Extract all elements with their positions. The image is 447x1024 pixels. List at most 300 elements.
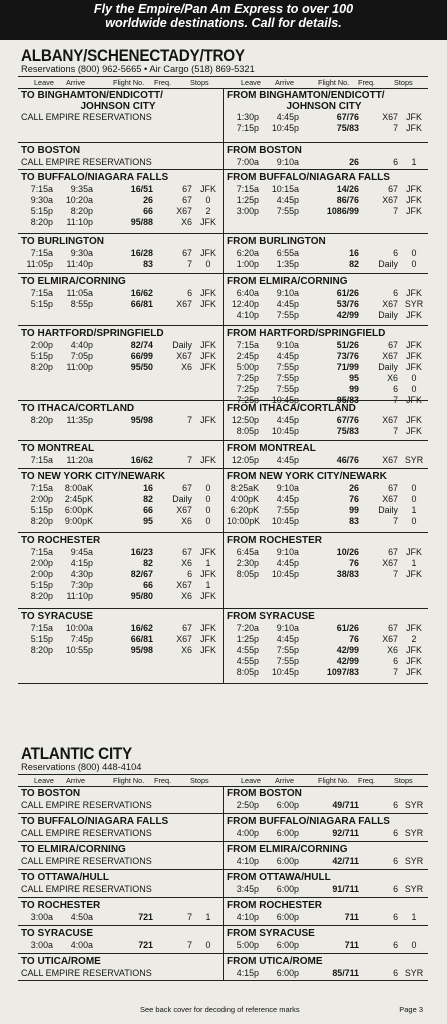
flight-row [18, 288, 223, 299]
leave-time: 8:20p [30, 645, 53, 655]
flight-number: 16 [143, 483, 153, 493]
flight-row [18, 299, 223, 310]
flight-row [224, 667, 429, 678]
route-section [18, 88, 428, 143]
route-section [18, 326, 428, 405]
stops: 0 [205, 940, 211, 950]
flight-number: 26 [349, 483, 359, 493]
destination-title: JOHNSON CITY [286, 101, 362, 112]
frequency: 7 [393, 123, 398, 133]
flight-number: 1097/83 [326, 667, 359, 677]
flight-number: 86/76 [336, 195, 359, 205]
arrive-time: 10:15a [271, 184, 299, 194]
reservations-line: Reservations (800) 962-5665 • Air Cargo (518) 869-5321 [21, 64, 255, 74]
column-header-arrive: Arrive [275, 776, 295, 785]
reference-note: See back cover for decoding of reference marks [140, 1005, 300, 1014]
route-section [18, 143, 428, 170]
stops: 2 [205, 206, 211, 216]
leave-time: 8:05p [236, 426, 259, 436]
frequency: Daily [378, 310, 398, 320]
arrive-time: 7:45p [70, 634, 93, 644]
destination-title: TO ROCHESTER [21, 535, 101, 546]
flight-row [224, 623, 429, 634]
arrive-time: 10:45p [271, 516, 299, 526]
stops: JFK [200, 645, 216, 655]
flight-number: 16/23 [130, 547, 153, 557]
flight-number: 16/62 [130, 623, 153, 633]
leave-time: 12:05p [231, 455, 259, 465]
route-section [18, 926, 428, 954]
flight-number: 14/26 [336, 184, 359, 194]
stops: JFK [200, 547, 216, 557]
destination-title: FROM HARTFORD/SPRINGFIELD [227, 328, 386, 339]
stops: JFK [406, 195, 422, 205]
flight-number: 75/83 [336, 123, 359, 133]
flight-number: 26 [143, 195, 153, 205]
to-destination-block [18, 326, 223, 401]
frequency: 67 [182, 623, 192, 633]
flight-row [18, 483, 223, 494]
arrive-time: 7:55p [276, 384, 299, 394]
leave-time: 6:20a [236, 248, 259, 258]
arrive-time: 4:45p [276, 558, 299, 568]
leave-time: 11:05p [26, 259, 53, 269]
flight-row [224, 569, 429, 580]
flight-number: 67/76 [336, 415, 359, 425]
flight-row [18, 547, 223, 558]
leave-time: 5:15p [30, 299, 53, 309]
banner-line-2: worldwide destinations. Call for details. [105, 16, 342, 30]
stops: 1 [411, 157, 417, 167]
flight-number: 95 [143, 516, 153, 526]
leave-time: 4:00pK [230, 494, 259, 504]
flight-row [18, 362, 223, 373]
leave-time: 8:20p [30, 591, 53, 601]
stops: SYR [404, 968, 424, 978]
flight-row [224, 259, 429, 270]
flight-number: 75/83 [336, 426, 359, 436]
leave-time: 2:00p [30, 340, 53, 350]
leave-time: 2:00p [30, 494, 53, 504]
destination-title: TO ELMIRA/CORNING [21, 844, 126, 855]
destination-title: FROM MONTREAL [227, 443, 316, 454]
arrive-time: 1:35p [276, 259, 299, 269]
arrive-time: 9:10a [276, 547, 299, 557]
flight-number: 61/26 [336, 288, 359, 298]
arrive-time: 7:55p [276, 645, 299, 655]
arrive-time: 10:20a [65, 195, 93, 205]
from-destination-block [223, 326, 429, 405]
arrive-time: 6:00pK [64, 505, 93, 515]
banner-line-1: Fly the Empire/Pan Am Express to over 100 [93, 2, 354, 16]
frequency: 6 [393, 912, 398, 922]
frequency: X67 [382, 299, 398, 309]
frequency: 7 [187, 912, 192, 922]
frequency: 7 [393, 206, 398, 216]
flight-row [18, 217, 223, 228]
to-destination-block [18, 609, 223, 684]
destination-title: TO BUFFALO/NIAGARA FALLS [21, 816, 169, 827]
flight-number: 26 [349, 157, 359, 167]
stops: JFK [200, 569, 216, 579]
stops: 1 [411, 505, 417, 515]
flight-row [224, 505, 429, 516]
to-destination-block [18, 898, 223, 926]
flight-row [18, 505, 223, 516]
flight-number: 16/51 [130, 184, 153, 194]
leave-time: 7:15a [30, 455, 53, 465]
leave-time: 2:45p [236, 351, 259, 361]
frequency: 7 [187, 455, 192, 465]
arrive-time: 9:30a [70, 248, 93, 258]
leave-time: 2:50p [236, 800, 259, 810]
from-destination-block [223, 926, 429, 954]
frequency: X67 [176, 299, 192, 309]
frequency: 67 [388, 184, 398, 194]
destination-title: FROM OTTAWA/HULL [227, 872, 331, 883]
leave-time: 6:40a [236, 288, 259, 298]
leave-time: 8:25aK [230, 483, 259, 493]
stops: JFK [406, 645, 422, 655]
flight-row [18, 351, 223, 362]
leave-time: 7:15a [30, 288, 53, 298]
leave-time: 3:00a [30, 912, 53, 922]
stops: 0 [411, 373, 417, 383]
arrive-time: 8:20p [70, 206, 93, 216]
arrive-time: 4:15p [70, 558, 93, 568]
arrive-time: 11:05a [66, 288, 93, 298]
stops: 0 [205, 259, 211, 269]
leave-time: 7:00a [236, 157, 259, 167]
column-header-stops: Stops [394, 776, 413, 785]
leave-time: 2:30p [236, 558, 259, 568]
flight-row [224, 856, 429, 867]
arrive-time: 10:45p [271, 395, 299, 405]
stops: 0 [411, 494, 417, 504]
flight-number: 16/62 [130, 288, 153, 298]
stops: JFK [406, 340, 422, 350]
arrive-time: 4:40p [70, 340, 93, 350]
arrive-time: 8:00aK [64, 483, 93, 493]
leave-time: 5:00p [236, 362, 259, 372]
leave-time: 7:25p [236, 373, 259, 383]
flight-row [224, 968, 429, 979]
stops: JFK [406, 395, 422, 405]
leave-time: 5:15p [30, 206, 53, 216]
flight-number: 83 [349, 516, 359, 526]
flight-number: 95/98 [130, 415, 153, 425]
destination-title: FROM ITHACA/CORTLAND [227, 403, 356, 414]
flight-number: 82 [143, 494, 153, 504]
frequency: 6 [393, 656, 398, 666]
destination-title: TO BINGHAMTON/ENDICOTT/ [21, 90, 163, 101]
destination-title: FROM ROCHESTER [227, 535, 322, 546]
arrive-time: 7:55p [276, 373, 299, 383]
promo-banner [0, 0, 447, 40]
flight-number: 53/76 [336, 299, 359, 309]
arrive-time: 10:55p [65, 645, 93, 655]
flight-number: 92/711 [332, 828, 359, 838]
from-destination-block [223, 842, 429, 870]
arrive-time: 7:55p [276, 206, 299, 216]
frequency: Daily [172, 340, 192, 350]
leave-time: 12:50p [231, 415, 259, 425]
flight-row [224, 351, 429, 362]
arrive-time: 9:10a [276, 623, 299, 633]
leave-time: 10:00pK [227, 516, 261, 526]
arrive-time: 7:55p [276, 362, 299, 372]
flight-number: 67/76 [336, 112, 359, 122]
to-destination-block [18, 441, 223, 469]
frequency: Daily [378, 259, 398, 269]
flight-number: 16/28 [130, 248, 153, 258]
to-destination-block [18, 88, 223, 143]
flight-number: 95 [349, 373, 359, 383]
leave-time: 4:10p [236, 310, 259, 320]
arrive-time: 9:35a [70, 184, 93, 194]
from-destination-block [223, 898, 429, 926]
flight-number: 66/81 [130, 634, 153, 644]
flight-row [224, 310, 429, 321]
flight-number: 711 [344, 940, 359, 950]
route-section [18, 234, 428, 274]
frequency: 67 [388, 623, 398, 633]
stops: 0 [411, 940, 417, 950]
arrive-time: 9:10a [276, 483, 299, 493]
flight-number: 61/26 [336, 623, 359, 633]
frequency: X67 [382, 558, 398, 568]
leave-time: 2:00p [30, 558, 53, 568]
frequency: 6 [393, 968, 398, 978]
frequency: X6 [181, 516, 192, 526]
arrive-time: 6:00p [276, 940, 299, 950]
stops: SYR [404, 455, 424, 465]
destination-title: TO BURLINGTON [21, 236, 104, 247]
column-header-leave: Leave [34, 776, 54, 785]
to-destination-block [18, 533, 223, 609]
stops: JFK [406, 656, 422, 666]
frequency: 7 [187, 415, 192, 425]
destination-title: TO BOSTON [21, 788, 81, 799]
arrive-time: 7:30p [70, 580, 93, 590]
flight-row [18, 645, 223, 656]
frequency: 6 [187, 569, 192, 579]
flight-number: 95/50 [130, 362, 153, 372]
flight-number: 66 [143, 505, 153, 515]
stops: SYR [404, 856, 424, 866]
flight-row [224, 299, 429, 310]
flight-number: 42/99 [336, 656, 359, 666]
destination-title: FROM BOSTON [227, 788, 302, 799]
arrive-time: 10:45p [271, 569, 299, 579]
leave-time: 3:00a [30, 940, 53, 950]
destination-title: FROM BOSTON [227, 145, 302, 156]
leave-time: 6:20pK [230, 505, 259, 515]
flight-row [18, 248, 223, 259]
from-destination-block [223, 786, 429, 814]
stops: JFK [406, 123, 422, 133]
column-header-leave: Leave [241, 78, 261, 87]
flight-number: 99 [349, 505, 359, 515]
flight-row [18, 912, 223, 923]
flight-row [224, 634, 429, 645]
from-destination-block [223, 143, 429, 170]
to-destination-block [18, 814, 223, 842]
flight-row [224, 656, 429, 667]
flight-row [224, 455, 429, 466]
destination-title: FROM UTICA/ROME [227, 956, 323, 967]
frequency: 7 [393, 426, 398, 436]
destination-title: FROM ROCHESTER [227, 900, 322, 911]
frequency: 7 [393, 395, 398, 405]
frequency: X67 [176, 351, 192, 361]
arrive-time: 8:55p [70, 299, 93, 309]
arrive-time: 4:45p [276, 112, 299, 122]
flight-row [224, 415, 429, 426]
leave-time: 7:15a [30, 184, 53, 194]
flight-number: 721 [138, 912, 153, 922]
frequency: X67 [176, 206, 192, 216]
destination-title: TO MONTREAL [21, 443, 95, 454]
flight-number: 42/99 [336, 645, 359, 655]
leave-time: 8:05p [236, 569, 259, 579]
from-destination-block [223, 533, 429, 609]
frequency: 67 [182, 248, 192, 258]
stops: 1 [411, 912, 417, 922]
call-reservations-note: CALL EMPIRE RESERVATIONS [21, 800, 152, 810]
leave-time: 8:20p [30, 516, 53, 526]
to-destination-block [18, 469, 223, 533]
leave-time: 5:00p [236, 940, 259, 950]
flight-number: 82/67 [130, 569, 153, 579]
frequency: 67 [388, 340, 398, 350]
destination-title: TO UTICA/ROME [21, 956, 101, 967]
arrive-time: 6:00p [276, 828, 299, 838]
stops: JFK [200, 623, 216, 633]
flight-number: 82 [143, 558, 153, 568]
arrive-time: 11:10p [66, 591, 93, 601]
arrive-time: 9:10a [276, 157, 299, 167]
destination-title: TO HARTFORD/SPRINGFIELD [21, 328, 164, 339]
flight-number: 66 [143, 206, 153, 216]
frequency: 67 [388, 483, 398, 493]
frequency: 6 [187, 288, 192, 298]
leave-time: 4:15p [236, 968, 259, 978]
frequency: 6 [393, 157, 398, 167]
from-destination-block [223, 954, 429, 981]
flight-number: 49/711 [332, 800, 359, 810]
stops: 0 [411, 516, 417, 526]
city-name: ATLANTIC CITY [21, 744, 132, 763]
frequency: 6 [393, 856, 398, 866]
destination-title: TO SYRACUSE [21, 928, 94, 939]
flight-row [224, 884, 429, 895]
destination-title: FROM NEW YORK CITY/NEWARK [227, 471, 387, 482]
call-reservations-note: CALL EMPIRE RESERVATIONS [21, 828, 152, 838]
column-header-freq: Freq. [358, 776, 376, 785]
stops: 1 [205, 558, 211, 568]
arrive-time: 11:20a [66, 455, 93, 465]
flight-row [224, 184, 429, 195]
leave-time: 7:25p [236, 384, 259, 394]
leave-time: 1:25p [236, 634, 259, 644]
frequency: 6 [393, 800, 398, 810]
frequency: X67 [382, 415, 398, 425]
stops: 0 [411, 483, 417, 493]
flight-row [224, 340, 429, 351]
leave-time: 1:00p [236, 259, 259, 269]
flight-number: 76 [349, 494, 359, 504]
call-reservations-note: CALL EMPIRE RESERVATIONS [21, 856, 152, 866]
flight-number: 66/81 [130, 299, 153, 309]
destination-title: TO SYRACUSE [21, 611, 94, 622]
destination-title: FROM SYRACUSE [227, 928, 315, 939]
leave-time: 7:15a [30, 623, 53, 633]
frequency: 7 [393, 516, 398, 526]
stops: JFK [200, 340, 216, 350]
flight-row [18, 206, 223, 217]
flight-row [224, 426, 429, 437]
call-reservations-note: CALL EMPIRE RESERVATIONS [21, 112, 152, 122]
frequency: Daily [378, 505, 398, 515]
call-reservations-note: CALL EMPIRE RESERVATIONS [21, 157, 152, 167]
flight-number: 71/99 [336, 362, 359, 372]
stops: JFK [200, 299, 216, 309]
route-section [18, 469, 428, 533]
arrive-time: 7:55p [276, 310, 299, 320]
destination-title: TO OTTAWA/HULL [21, 872, 109, 883]
to-destination-block [18, 143, 223, 170]
leave-time: 4:10p [236, 912, 259, 922]
flight-row [18, 494, 223, 505]
stops: 1 [205, 580, 211, 590]
call-reservations-note: CALL EMPIRE RESERVATIONS [21, 884, 152, 894]
destination-title: FROM BINGHAMTON/ENDICOTT/ [227, 90, 385, 101]
flight-row [224, 373, 429, 384]
flight-row [18, 569, 223, 580]
flight-number: 99 [349, 384, 359, 394]
city-name: ALBANY/SCHENECTADY/TROY [21, 46, 245, 65]
flight-row [224, 288, 429, 299]
stops: JFK [406, 667, 422, 677]
stops: 0 [205, 195, 211, 205]
flight-row [18, 591, 223, 602]
destination-title: TO ELMIRA/CORNING [21, 276, 126, 287]
leave-time: 5:15p [30, 351, 53, 361]
frequency: 67 [182, 483, 192, 493]
frequency: X67 [382, 494, 398, 504]
frequency: Daily [378, 362, 398, 372]
from-destination-block [223, 469, 429, 533]
arrive-time: 4:30p [70, 569, 93, 579]
flight-row [18, 259, 223, 270]
stops: JFK [200, 362, 216, 372]
arrive-time: 10:45p [271, 667, 299, 677]
page-number: Page 3 [399, 1005, 423, 1014]
frequency: X67 [176, 580, 192, 590]
flight-row [224, 558, 429, 569]
destination-title: TO BOSTON [21, 145, 81, 156]
frequency: 6 [393, 828, 398, 838]
frequency: X67 [382, 351, 398, 361]
stops: JFK [406, 362, 422, 372]
stops: JFK [200, 351, 216, 361]
stops: JFK [200, 288, 216, 298]
arrive-time: 6:55a [276, 248, 299, 258]
leave-time: 12:40p [231, 299, 259, 309]
frequency: X67 [382, 195, 398, 205]
stops: SYR [404, 828, 424, 838]
